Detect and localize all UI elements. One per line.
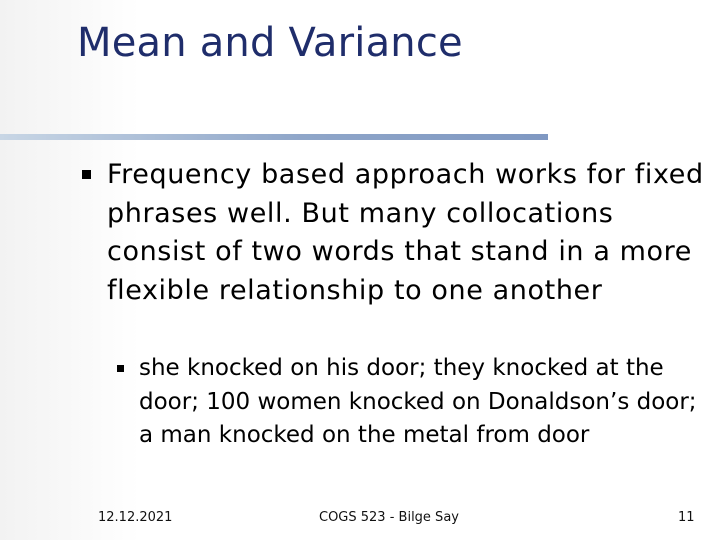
sub-bullet-text: she knocked on his door; they knocked at the door; 100 women knocked on Donaldson’s door; a man knocked on the metal from door	[139, 355, 697, 448]
footer-author: COGS 523 - Bilge Say	[319, 510, 459, 525]
bullet-text: Frequency based approach works for fixed phrases well. But many collocations consist of two words that stand in a more flexible relationship to one another	[107, 159, 704, 306]
page-number: 11	[678, 510, 695, 525]
square-bullet-icon	[117, 365, 124, 372]
footer-date: 12.12.2021	[98, 510, 173, 525]
slide-title: Mean and Variance	[77, 20, 463, 66]
title-divider	[0, 134, 548, 140]
square-bullet-icon	[82, 170, 91, 179]
